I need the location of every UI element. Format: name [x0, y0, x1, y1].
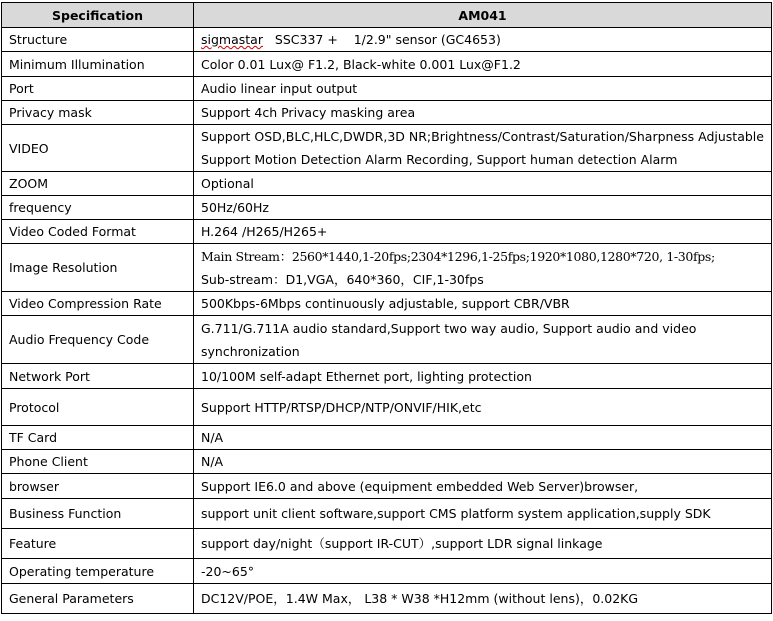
- table-row: [2, 316, 772, 364]
- table-row: [2, 220, 772, 244]
- spec-label: Privacy mask: [2, 101, 194, 125]
- spec-label: Video Compression Rate: [2, 292, 194, 316]
- spec-value: H.264 /H265/H265+: [194, 220, 772, 244]
- column-header-model: AM041: [194, 3, 772, 28]
- spec-value: [194, 316, 772, 364]
- spec-value: [194, 244, 772, 292]
- spec-label: Minimum Illumination: [2, 52, 194, 77]
- spec-value: N/A: [194, 450, 772, 474]
- column-header-specification: Specification: [2, 3, 194, 28]
- spec-label: VIDEO: [2, 125, 194, 172]
- spec-value: [194, 125, 772, 172]
- spec-label: TF Card: [2, 426, 194, 450]
- table-row: [2, 196, 772, 220]
- spec-label: Feature: [2, 529, 194, 559]
- table-row: [2, 474, 772, 499]
- spec-value-text: SSC337 + 1/2.9" sensor (GC4653): [262, 32, 501, 47]
- spec-value-line: Support OSD,BLC,HLC,DWDR,3D NR;Brightness/Contrast/Saturation/Sharpness Adjustable: [201, 129, 764, 144]
- spec-label: Phone Client: [2, 450, 194, 474]
- spec-value: Support IE6.0 and above (equipment embedded Web Server)browser,: [194, 474, 772, 499]
- spec-value: 10/100M self-adapt Ethernet port, lighting protection: [194, 364, 772, 389]
- table-header-row: [2, 3, 772, 28]
- spec-value: Optional: [194, 172, 772, 196]
- table-row: [2, 529, 772, 559]
- brand-name: sigmastar: [201, 32, 263, 47]
- spec-value: Support 4ch Privacy masking area: [194, 101, 772, 125]
- table-row: [2, 389, 772, 426]
- spec-value: [194, 28, 772, 52]
- table-row: [2, 426, 772, 450]
- spec-value: Color 0.01 Lux@ F1.2, Black-white 0.001 Lux@F1.2: [194, 52, 772, 77]
- spec-value: N/A: [194, 426, 772, 450]
- table-row: [2, 52, 772, 77]
- table-row: [2, 364, 772, 389]
- spec-value: Audio linear input output: [194, 77, 772, 101]
- spec-label: Protocol: [2, 389, 194, 426]
- table-row: [2, 244, 772, 292]
- spec-value-line: Sub-stream：D1,VGA，640*360，CIF,1-30fps: [201, 271, 484, 287]
- spec-label: Audio Frequency Code: [2, 316, 194, 364]
- table-row: [2, 584, 772, 614]
- spec-value: DC12V/POE，1.4W Max， L38 * W38 *H12mm (without lens)，0.02KG: [194, 584, 772, 614]
- table-row: [2, 28, 772, 52]
- spec-label: frequency: [2, 196, 194, 220]
- spec-label: Network Port: [2, 364, 194, 389]
- table-row: [2, 292, 772, 316]
- spec-value-line: G.711/G.711A audio standard,Support two way audio, Support audio and video: [201, 320, 697, 336]
- table-row: [2, 125, 772, 172]
- table-row: [2, 77, 772, 101]
- specification-table: [1, 2, 772, 614]
- table-row: [2, 450, 772, 474]
- spec-label: ZOOM: [2, 172, 194, 196]
- spec-value-line: Support Motion Detection Alarm Recording, Support human detection Alarm: [201, 152, 678, 167]
- spec-label: Structure: [2, 28, 194, 52]
- spec-label: Image Resolution: [2, 244, 194, 292]
- spec-value: -20~65°: [194, 559, 772, 584]
- spec-value-line: synchronization: [201, 343, 300, 359]
- table-row: [2, 499, 772, 529]
- spec-value-line: Main Stream：2560*1440,1-20fps;2304*1296,1-25fps;1920*1080,1280*720, 1-30fps;: [201, 248, 715, 264]
- spec-value: 50Hz/60Hz: [194, 196, 772, 220]
- table-row: [2, 172, 772, 196]
- spec-value: support day/night（support IR-CUT）,support LDR signal linkage: [194, 529, 772, 559]
- spec-label: browser: [2, 474, 194, 499]
- spec-value: 500Kbps-6Mbps continuously adjustable, support CBR/VBR: [194, 292, 772, 316]
- spec-label: Port: [2, 77, 194, 101]
- spec-label: General Parameters: [2, 584, 194, 614]
- spec-value: support unit client software,support CMS platform system application,supply SDK: [194, 499, 772, 529]
- table-row: [2, 101, 772, 125]
- spec-label: Operating temperature: [2, 559, 194, 584]
- spec-value: Support HTTP/RTSP/DHCP/NTP/ONVIF/HIK,etc: [194, 389, 772, 426]
- table-row: [2, 559, 772, 584]
- spec-label: Video Coded Format: [2, 220, 194, 244]
- spec-label: Business Function: [2, 499, 194, 529]
